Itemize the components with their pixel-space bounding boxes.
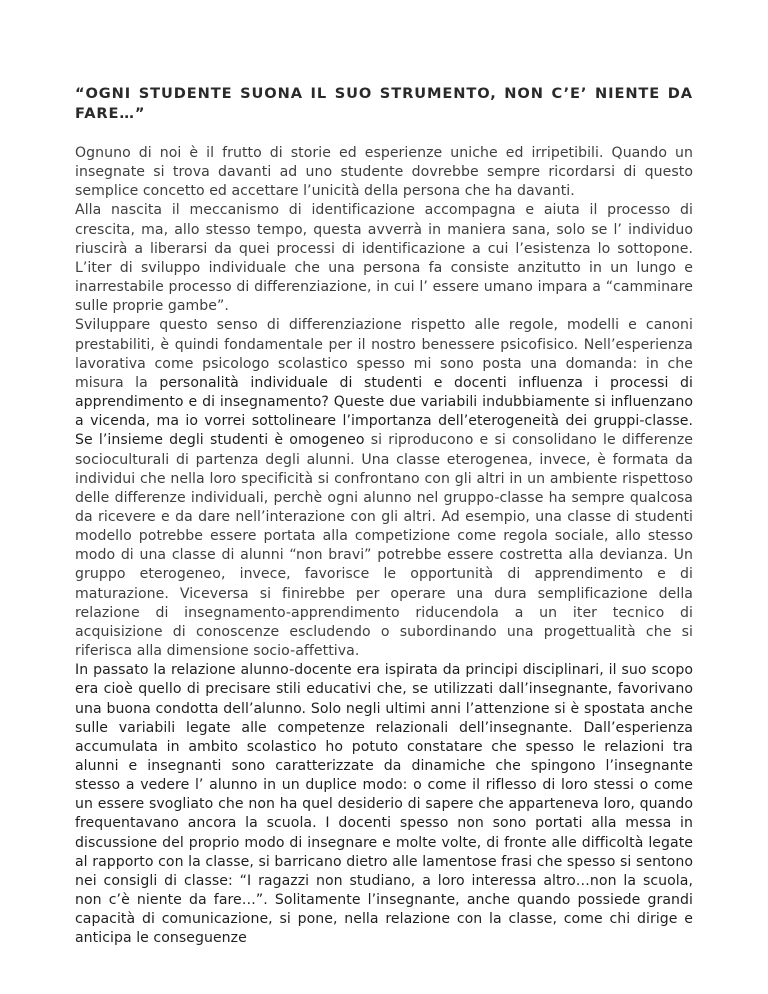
paragraph-3 <box>75 316 693 661</box>
paragraph-2: Alla nascita il meccanismo di identificazione accompagna e aiuta il processo di crescita, ma, allo stesso tempo, questa avverrà in maniera sana, solo se l’ individuo riuscirà a liberarsi da quei processi di identificazione a cui l’esistenza lo sottopone. L’iter di sviluppo individuale che una persona fa consiste anzitutto in un lungo e inarrestabile processo di differenziazione, in cui l’ essere umano impara a “camminare sulle proprie gambe”. <box>75 202 693 315</box>
paragraph-3-highlight: personalità individuale di studenti e docenti influenza i processi di apprendimento e di insegnamento? Queste due variabili indubbiamente si influenzano a vicenda, ma io vorrei sottolineare l’importanza dell’eterogeneità dei gruppi-classe. Se l’insieme degli studenti è omogeneo <box>75 374 693 449</box>
document-title: “OGNI STUDENTE SUONA IL SUO STRUMENTO, NON C’E’ NIENTE DA FARE…” <box>75 85 693 122</box>
document-page <box>75 84 693 949</box>
paragraph-4: In passato la relazione alunno-docente era ispirata da principi disciplinari, il suo scopo era cioè quello di precisare stili educativi che, se utilizzati dall’insegnante, favorivano una buona condotta dell’alunno. Solo negli ultimi anni l’attenzione si è spostata anche sulle variabili legate alle competenze relazionali dell’insegnante. Dall’esperienza accumulata in ambito scolastico ho potuto constatare che spesso le relazioni tra alunni e insegnanti sono caratterizzate da dinamiche che spingono l’insegnante stesso a vedere l’ alunno in un duplice modo: o come il riflesso di loro stessi o come un essere svogliato che non ha quel desiderio di sapere che apparteneva loro, quando frequentavano ancora la scuola. I docenti spesso non sono portati alla messa in discussione del proprio modo di insegnare e molte volte, di fronte alle difficoltà legate al rapporto con la classe, si barricano dietro alle lamentose frasi che spesso si sentono nei consigli di classe: “I ragazzi non studiano, a loro interessa altro…non la scuola, non c’è niente da fare…”. Solitamente l’insegnante, anche quando possiede grandi capacità di comunicazione, si pone, nella relazione con la classe, come chi dirige e anticipa le conseguenze <box>75 662 693 947</box>
paragraph-3-part-c: si riproducono e si consolidano le differenze socioculturali di partenza degli alunni. Una classe eterogenea, invece, è formata da individui che nella loro specificità si confrontano con gli altri in un ambiente rispettoso delle differenze individuali, perchè ogni alunno nel gruppo-classe ha sempre qualcosa da ricevere e da dare nell’interazione con gli altri. Ad esempio, una classe di studenti modello potrebbe essere portata alla competizione come regola sociale, allo stesso modo di una classe di alunni “non bravi” potrebbe essere costretta alla devianza. Un gruppo eterogeneo, invece, favorisce le opportunità di apprendimento e di maturazione. Viceversa si finirebbe per operare una dura semplificazione della relazione di insegnamento-apprendimento riducendola a un iter tecnico di acquisizione di conoscenze escludendo o subordinando una progettualità che si riferisca alla dimensione socio-affettiva. <box>75 432 694 660</box>
paragraph-3-part-a: Sviluppare questo senso di differenziazione rispetto alle regole, modelli e canoni prestabiliti, è quindi fondamentale per il nostro benessere psicofisico. Nell’esperienza lavorativa come psicologo scolastico spesso mi sono posta una domanda: in che misura la <box>75 317 693 391</box>
paragraph-1: Ognuno di noi è il frutto di storie ed esperienze uniche ed irripetibili. Quando un insegnate si trova davanti ad uno studente dovrebbe sempre ricordarsi di questo semplice concetto ed accettare l’unicità della persona che ha davanti. <box>75 145 693 200</box>
